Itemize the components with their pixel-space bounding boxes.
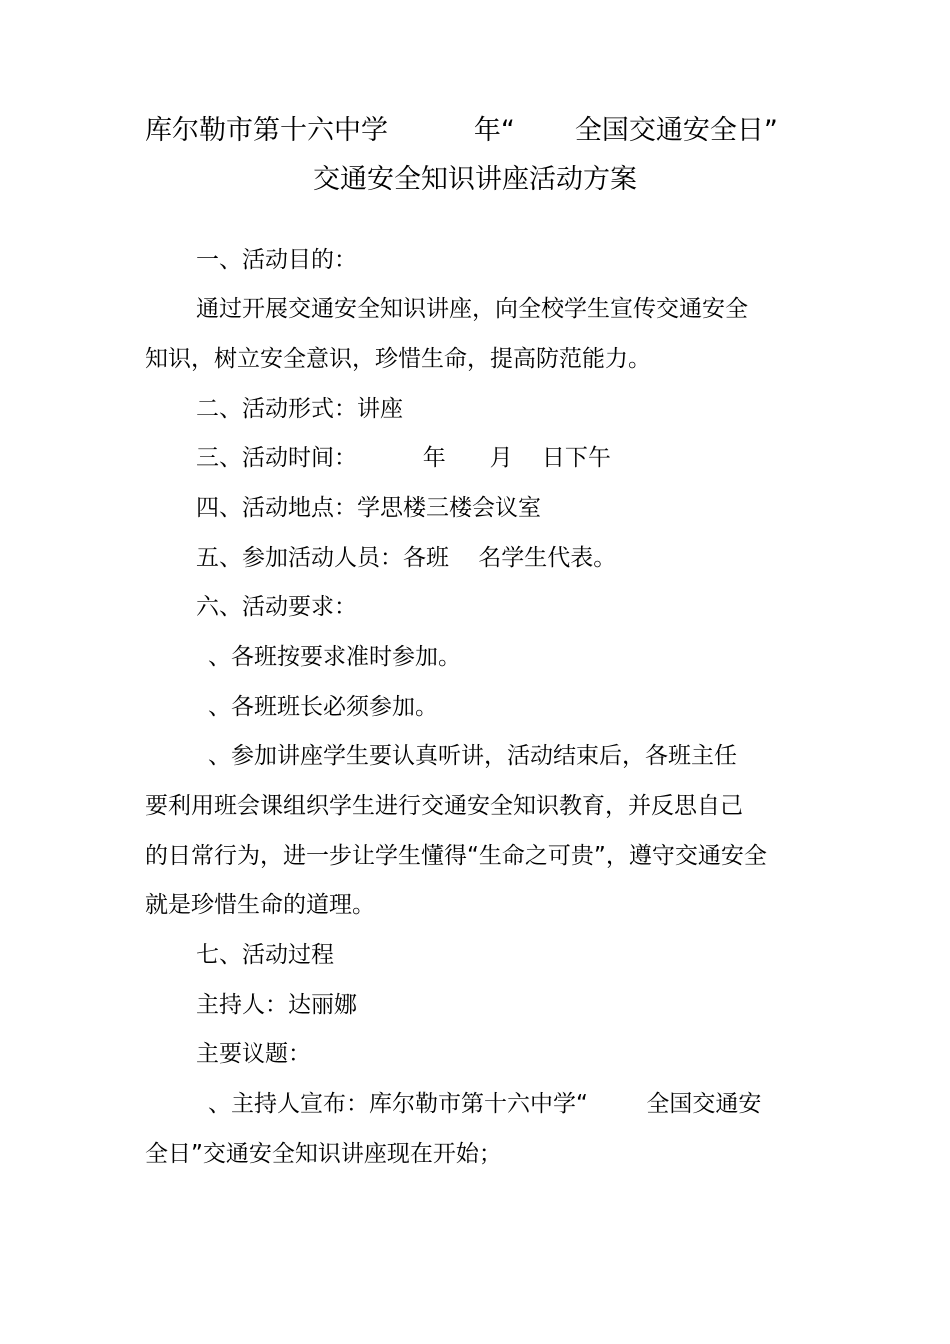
list-item: 、各班班长必须参加。 — [208, 694, 438, 720]
paragraph-line: 的日常行为，进一步让学生懂得“生命之可贵”，遵守交通安全 — [145, 843, 767, 869]
document-title-line-1: 库尔勒市第十六中学 年“ 全国交通安全日” — [145, 115, 778, 146]
host-line: 主持人：达丽娜 — [196, 992, 357, 1018]
paragraph-line: 全日”交通安全知识讲座现在开始； — [145, 1141, 502, 1167]
section-heading-requirements: 六、活动要求： — [196, 594, 357, 620]
section-heading-location: 四、活动地点：学思楼三楼会议室 — [196, 495, 541, 521]
list-item: 、主持人宣布：库尔勒市第十六中学“ 全国交通安 — [208, 1091, 762, 1117]
section-heading-form: 二、活动形式：讲座 — [196, 396, 403, 422]
list-item: 、各班按要求准时参加。 — [208, 644, 461, 670]
paragraph-line: 要利用班会课组织学生进行交通安全知识教育，并反思自己 — [145, 793, 743, 819]
section-heading-process: 七、活动过程 — [196, 942, 334, 968]
paragraph-line: 就是珍惜生命的道理。 — [145, 892, 375, 918]
list-item: 、参加讲座学生要认真听讲，活动结束后，各班主任 — [208, 743, 737, 769]
section-heading-purpose: 一、活动目的： — [196, 247, 357, 273]
section-heading-time: 三、活动时间： 年 月 日下午 — [196, 445, 611, 471]
paragraph-line: 通过开展交通安全知识讲座，向全校学生宣传交通安全 — [196, 296, 748, 322]
paragraph-line: 知识，树立安全意识，珍惜生命，提高防范能力。 — [145, 346, 651, 372]
agenda-heading: 主要议题： — [196, 1041, 311, 1067]
section-heading-participants: 五、参加活动人员：各班 名学生代表。 — [196, 545, 617, 571]
document-title-line-2: 交通安全知识讲座活动方案 — [313, 164, 637, 195]
